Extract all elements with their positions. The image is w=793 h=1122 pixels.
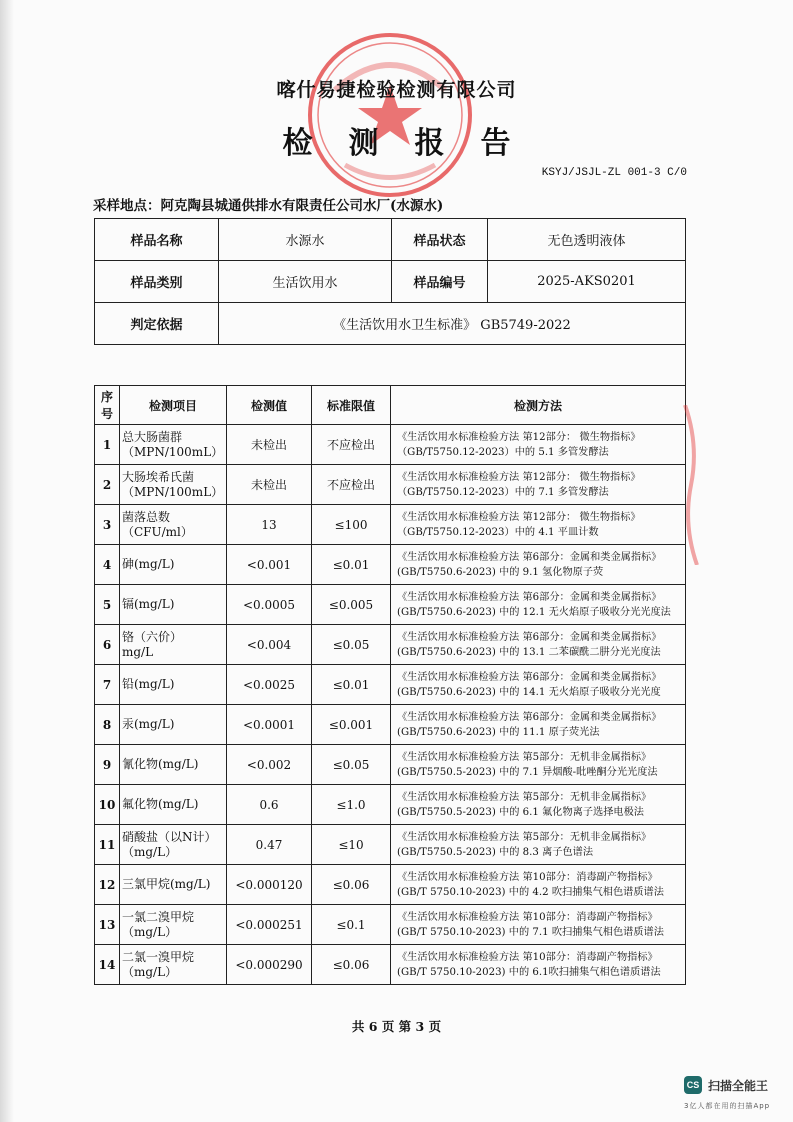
row-value: 0.47 <box>227 825 312 865</box>
table-row <box>95 785 686 825</box>
row-number: 1 <box>95 425 120 465</box>
results-header-row <box>95 386 686 425</box>
results-table <box>94 385 686 985</box>
row-method: 《生活饮用水标准检验方法 第6部分：金属和类金属指标》 (GB/T5750.6-2023) 中的 9.1 氢化物原子荧 <box>391 545 686 585</box>
row-limit: 不应检出 <box>312 425 391 465</box>
row-item: 氟化物(mg/L) <box>120 785 227 825</box>
row-value: <0.001 <box>227 545 312 585</box>
row-method: 《生活饮用水标准检验方法 第5部分：无机非金属指标》 (GB/T5750.5-2023) 中的 6.1 氟化物离子选择电极法 <box>391 785 686 825</box>
row-value: <0.0005 <box>227 585 312 625</box>
table-row <box>95 825 686 865</box>
table-row <box>95 625 686 665</box>
sample-number-value: 2025-AKS0201 <box>488 261 686 303</box>
row-value: 13 <box>227 505 312 545</box>
row-limit: ≤100 <box>312 505 391 545</box>
row-number: 10 <box>95 785 120 825</box>
row-number: 2 <box>95 465 120 505</box>
row-method: 《生活饮用水标准检验方法 第12部分： 微生物指标》 （GB/T5750.12-2023）中的 4.1 平皿计数 <box>391 505 686 545</box>
header-method: 检测方法 <box>391 386 686 425</box>
table-row <box>95 945 686 985</box>
sampling-location <box>93 194 443 214</box>
header-value: 检测值 <box>227 386 312 425</box>
row-item: 硝酸盐（以N计） （mg/L） <box>120 825 227 865</box>
row-method: 《生活饮用水标准检验方法 第10部分：消毒副产物指标》 (GB/T 5750.10-2023) 中的 7.1 吹扫捕集气相色谱质谱法 <box>391 905 686 945</box>
report-title: 检测报告 <box>282 126 547 161</box>
row-value: <0.000290 <box>227 945 312 985</box>
row-number: 3 <box>95 505 120 545</box>
row-limit: ≤0.06 <box>312 945 391 985</box>
row-limit: ≤0.05 <box>312 745 391 785</box>
row-method: 《生活饮用水标准检验方法 第5部分：无机非金属指标》 (GB/T5750.5-2023) 中的 8.3 离子色谱法 <box>391 825 686 865</box>
row-number: 13 <box>95 905 120 945</box>
row-limit: ≤10 <box>312 825 391 865</box>
row-value: <0.000120 <box>227 865 312 905</box>
table-row <box>95 545 686 585</box>
scan-edge-shadow <box>0 0 14 1122</box>
row-method: 《生活饮用水标准检验方法 第10部分：消毒副产物指标》 (GB/T 5750.10-2023) 中的 4.2 吹扫捕集气相色谱质谱法 <box>391 865 686 905</box>
row-item: 镉(mg/L) <box>120 585 227 625</box>
sampling-location-label: 采样地点： <box>93 198 161 214</box>
row-method: 《生活饮用水标准检验方法 第5部分：无机非金属指标》 (GB/T5750.5-2023) 中的 7.1 异烟酸-吡唑酮分光光度法 <box>391 745 686 785</box>
row-number: 8 <box>95 705 120 745</box>
info-spacer-cell <box>95 345 686 386</box>
company-name: 喀什易捷检验检测有限公司 <box>276 79 517 101</box>
row-item: 铅(mg/L) <box>120 665 227 705</box>
row-item: 菌落总数 （CFU/ml） <box>120 505 227 545</box>
row-item: 大肠埃希氏菌 （MPN/100mL） <box>120 465 227 505</box>
row-value: 0.6 <box>227 785 312 825</box>
table-row <box>95 905 686 945</box>
sample-name-value: 水源水 <box>219 219 392 261</box>
scanner-app-name: 扫描全能王 <box>708 1079 769 1093</box>
row-limit: ≤0.1 <box>312 905 391 945</box>
row-value: 未检出 <box>227 425 312 465</box>
sample-state-label: 样品状态 <box>392 219 488 261</box>
row-number: 4 <box>95 545 120 585</box>
company-seal-icon <box>305 30 475 200</box>
row-limit: ≤0.06 <box>312 865 391 905</box>
page-edge-stamp-icon <box>683 405 703 565</box>
row-value: <0.002 <box>227 745 312 785</box>
sample-number-label: 样品编号 <box>392 261 488 303</box>
row-method: 《生活饮用水标准检验方法 第6部分：金属和类金属指标》 (GB/T5750.6-2023) 中的 13.1 二苯碳酰二肼分光光度法 <box>391 625 686 665</box>
header-limit: 标准限值 <box>312 386 391 425</box>
page-footer: 共 6 页 第 3 页 <box>351 1019 442 1034</box>
table-row <box>95 505 686 545</box>
row-value: <0.0001 <box>227 705 312 745</box>
row-limit: ≤0.05 <box>312 625 391 665</box>
row-limit: ≤0.01 <box>312 665 391 705</box>
scanner-slogan: 3亿人都在用的扫描App <box>684 1102 771 1110</box>
sample-state-value: 无色透明液体 <box>488 219 686 261</box>
sample-info-table <box>94 218 686 386</box>
row-number: 11 <box>95 825 120 865</box>
sample-category-label: 样品类别 <box>95 261 219 303</box>
row-limit: ≤0.01 <box>312 545 391 585</box>
row-number: 9 <box>95 745 120 785</box>
row-value: <0.0025 <box>227 665 312 705</box>
sample-category-value: 生活饮用水 <box>219 261 392 303</box>
row-limit: ≤0.005 <box>312 585 391 625</box>
table-row <box>95 705 686 745</box>
row-item: 砷(mg/L) <box>120 545 227 585</box>
basis-value: 《生活饮用水卫生标准》 GB5749-2022 <box>219 303 686 345</box>
table-row <box>95 465 686 505</box>
row-number: 14 <box>95 945 120 985</box>
table-row <box>95 425 686 465</box>
header-no: 序号 <box>95 386 120 425</box>
info-row <box>95 261 686 303</box>
info-row <box>95 219 686 261</box>
table-row <box>95 745 686 785</box>
row-number: 6 <box>95 625 120 665</box>
header-item: 检测项目 <box>120 386 227 425</box>
row-limit: ≤1.0 <box>312 785 391 825</box>
row-limit: ≤0.001 <box>312 705 391 745</box>
row-number: 12 <box>95 865 120 905</box>
document-code: KSYJ/JSJL-ZL 001-3 C/0 <box>541 167 687 179</box>
row-item: 二氯一溴甲烷 （mg/L） <box>120 945 227 985</box>
row-value: <0.004 <box>227 625 312 665</box>
row-item: 铬（六价） mg/L <box>120 625 227 665</box>
row-item: 氰化物(mg/L) <box>120 745 227 785</box>
info-row <box>95 303 686 345</box>
basis-label: 判定依据 <box>95 303 219 345</box>
row-method: 《生活饮用水标准检验方法 第6部分：金属和类金属指标》 (GB/T5750.6-2023) 中的 11.1 原子荧光法 <box>391 705 686 745</box>
results-body <box>95 425 686 985</box>
table-row <box>95 665 686 705</box>
row-method: 《生活饮用水标准检验方法 第6部分：金属和类金属指标》 (GB/T5750.6-2023) 中的 12.1 无火焰原子吸收分光光度法 <box>391 585 686 625</box>
row-item: 总大肠菌群 （MPN/100mL） <box>120 425 227 465</box>
row-number: 5 <box>95 585 120 625</box>
info-spacer-row <box>95 345 686 386</box>
row-method: 《生活饮用水标准检验方法 第10部分：消毒副产物指标》 (GB/T 5750.10-2023) 中的 6.1吹扫捕集气相色谱质谱法 <box>391 945 686 985</box>
row-method: 《生活饮用水标准检验方法 第12部分： 微生物指标》 （GB/T5750.12-2023）中的 5.1 多管发酵法 <box>391 425 686 465</box>
row-item: 汞(mg/L) <box>120 705 227 745</box>
row-method: 《生活饮用水标准检验方法 第6部分：金属和类金属指标》 (GB/T5750.6-2023) 中的 14.1 无火焰原子吸收分光光度 <box>391 665 686 705</box>
row-item: 三氯甲烷(mg/L) <box>120 865 227 905</box>
row-value: 未检出 <box>227 465 312 505</box>
table-row <box>95 585 686 625</box>
row-method: 《生活饮用水标准检验方法 第12部分： 微生物指标》 （GB/T5750.12-2023）中的 7.1 多管发酵法 <box>391 465 686 505</box>
camscanner-logo-icon: CS <box>684 1076 702 1094</box>
row-limit: 不应检出 <box>312 465 391 505</box>
row-number: 7 <box>95 665 120 705</box>
scanner-watermark <box>684 1076 788 1116</box>
row-value: <0.000251 <box>227 905 312 945</box>
sampling-location-value: 阿克陶县城通供排水有限责任公司水厂(水源水) <box>160 198 444 214</box>
table-row <box>95 865 686 905</box>
sample-name-label: 样品名称 <box>95 219 219 261</box>
row-item: 一氯二溴甲烷 （mg/L） <box>120 905 227 945</box>
